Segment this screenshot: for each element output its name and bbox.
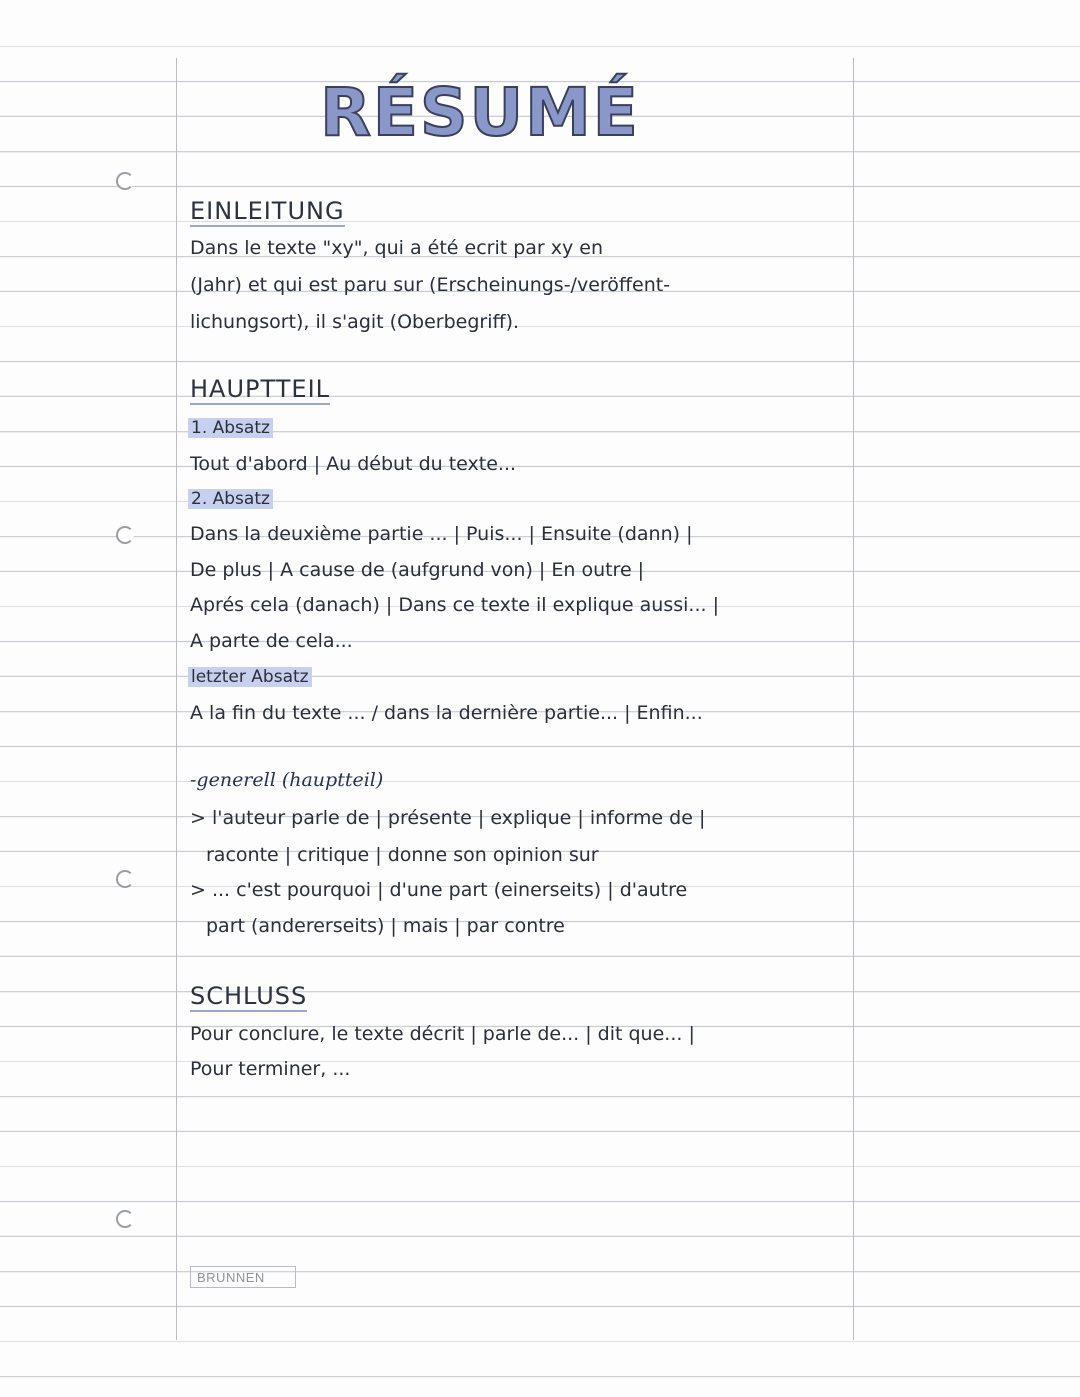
punch-hole-icon xyxy=(116,172,134,190)
left-margin-line xyxy=(176,58,177,1340)
generell-line: > l'auteur parle de | présente | explique | informe de | xyxy=(190,807,706,829)
heading-hauptteil: HAUPTTEIL xyxy=(190,375,331,403)
punch-hole-icon xyxy=(116,526,134,544)
absatz2-line: Aprés cela (danach) | Dans ce texte il explique aussi... | xyxy=(190,594,719,616)
right-margin-line xyxy=(853,58,854,1340)
heading-einleitung: EINLEITUNG xyxy=(190,197,345,225)
absatz2-line: Dans la deuxième partie ... | Puis... | Ensuite (dann) | xyxy=(190,523,693,545)
punch-hole-icon xyxy=(116,870,134,888)
absatz2-line: De plus | A cause de (aufgrund von) | En outre | xyxy=(190,559,645,581)
generell-line: raconte | critique | donne son opinion sur xyxy=(206,844,599,866)
heading-schluss: SCHLUSS xyxy=(190,982,308,1010)
generell-line: part (andererseits) | mais | par contre xyxy=(206,915,565,937)
schluss-line: Pour terminer, ... xyxy=(190,1058,351,1080)
generell-line: > ... c'est pourquoi | d'une part (einerseits) | d'autre xyxy=(190,879,688,901)
einleitung-line: (Jahr) et qui est paru sur (Erscheinungs-/veröffent- xyxy=(190,274,671,296)
generell-heading: -generell (hauptteil) xyxy=(190,769,384,791)
schluss-line: Pour conclure, le texte décrit | parle de... | dit que... | xyxy=(190,1023,695,1045)
page-title: RÉSUMÉ xyxy=(320,74,640,151)
punch-hole-icon xyxy=(116,1210,134,1228)
absatz1-line: Tout d'abord | Au début du texte... xyxy=(190,453,517,475)
absatz1-label: 1. Absatz xyxy=(188,418,273,438)
brand-logo: BRUNNEN xyxy=(190,1266,296,1288)
einleitung-line: Dans le texte "xy", qui a été ecrit par xy en xyxy=(190,237,604,259)
letzter-absatz-line: A la fin du texte ... / dans la dernière partie... | Enfin... xyxy=(190,702,703,724)
absatz2-label: 2. Absatz xyxy=(188,489,273,509)
absatz2-line: A parte de cela... xyxy=(190,630,353,652)
einleitung-line: lichungsort), il s'agit (Oberbegriff). xyxy=(190,311,520,333)
letzter-absatz-label: letzter Absatz xyxy=(188,667,312,687)
